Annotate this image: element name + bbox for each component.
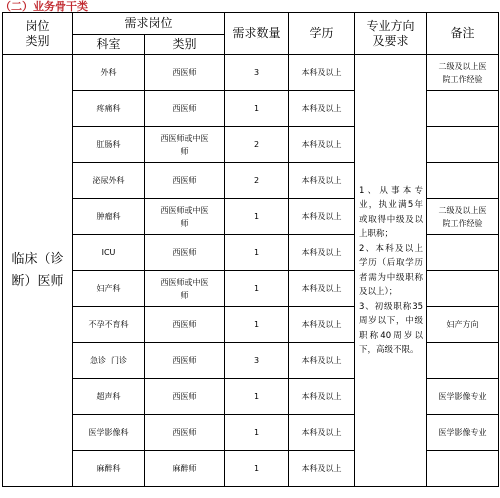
department-cell: ICU	[73, 235, 145, 271]
education-cell: 本科及以上	[289, 55, 355, 91]
education-cell: 本科及以上	[289, 415, 355, 451]
department-cell: 疼痛科	[73, 91, 145, 127]
department-cell: 麻醉科	[73, 451, 145, 487]
department-cell: 医学影像科	[73, 415, 145, 451]
quantity-cell: 1	[225, 91, 289, 127]
remarks-cell	[427, 235, 499, 271]
education-cell: 本科及以上	[289, 199, 355, 235]
header-row-1	[3, 13, 499, 35]
department-cell: 泌尿外科	[73, 163, 145, 199]
type-cell: 西医师	[145, 91, 225, 127]
department-cell: 超声科	[73, 379, 145, 415]
quantity-cell: 1	[225, 271, 289, 307]
remarks-cell: 二级及以上医 院工作经验	[427, 199, 499, 235]
header-quantity: 需求数量	[225, 13, 289, 55]
type-cell: 西医师或中医 师	[145, 127, 225, 163]
remarks-cell	[427, 127, 499, 163]
quantity-cell: 1	[225, 235, 289, 271]
type-cell: 麻醉师	[145, 451, 225, 487]
quantity-cell: 3	[225, 343, 289, 379]
remarks-cell: 医学影像专业	[427, 415, 499, 451]
remarks-cell	[427, 451, 499, 487]
quantity-cell: 2	[225, 163, 289, 199]
type-cell: 西医师	[145, 307, 225, 343]
header-remarks: 备注	[427, 13, 499, 55]
type-cell: 西医师	[145, 163, 225, 199]
remarks-cell	[427, 343, 499, 379]
type-cell: 西医师	[145, 235, 225, 271]
type-cell: 西医师	[145, 55, 225, 91]
department-cell: 肛肠科	[73, 127, 145, 163]
header-category: 岗位 类别	[3, 13, 73, 55]
table-row	[3, 55, 499, 91]
header-major: 专业方向 及要求	[355, 13, 427, 55]
remarks-cell	[427, 271, 499, 307]
type-cell: 西医师	[145, 379, 225, 415]
quantity-cell: 3	[225, 55, 289, 91]
department-cell: 急诊 门诊	[73, 343, 145, 379]
remarks-cell: 医学影像专业	[427, 379, 499, 415]
category-cell: 临床（诊 断）医师	[3, 55, 73, 487]
department-cell: 外科	[73, 55, 145, 91]
education-cell: 本科及以上	[289, 379, 355, 415]
quantity-cell: 1	[225, 415, 289, 451]
remarks-cell: 妇产方向	[427, 307, 499, 343]
quantity-cell: 2	[225, 127, 289, 163]
education-cell: 本科及以上	[289, 91, 355, 127]
header-type: 类别	[145, 35, 225, 55]
type-cell: 西医师或中医 师	[145, 199, 225, 235]
job-requirements-table	[2, 12, 499, 487]
header-required-positions: 需求岗位	[73, 13, 225, 35]
education-cell: 本科及以上	[289, 235, 355, 271]
quantity-cell: 1	[225, 307, 289, 343]
requirements-cell: 1、从事本专业，执业满5年或取得中级及以上职称； 2、本科及以上学历（后取学历者需为中级职称及以上）； 3、初级职称35周岁以下，中级职称40周岁以下，高级不限。	[355, 55, 427, 487]
education-cell: 本科及以上	[289, 343, 355, 379]
education-cell: 本科及以上	[289, 307, 355, 343]
header-department: 科室	[73, 35, 145, 55]
type-cell: 西医师或中医 师	[145, 271, 225, 307]
remarks-cell: 二级及以上医 院工作经验	[427, 55, 499, 91]
department-cell: 肿瘤科	[73, 199, 145, 235]
quantity-cell: 1	[225, 199, 289, 235]
education-cell: 本科及以上	[289, 451, 355, 487]
quantity-cell: 1	[225, 379, 289, 415]
section-title: （二）业务骨干类	[0, 0, 88, 13]
remarks-cell	[427, 91, 499, 127]
department-cell: 不孕不育科	[73, 307, 145, 343]
education-cell: 本科及以上	[289, 163, 355, 199]
type-cell: 西医师	[145, 415, 225, 451]
quantity-cell: 1	[225, 451, 289, 487]
department-cell: 妇产科	[73, 271, 145, 307]
education-cell: 本科及以上	[289, 127, 355, 163]
header-education: 学历	[289, 13, 355, 55]
education-cell: 本科及以上	[289, 271, 355, 307]
type-cell: 西医师	[145, 343, 225, 379]
remarks-cell	[427, 163, 499, 199]
